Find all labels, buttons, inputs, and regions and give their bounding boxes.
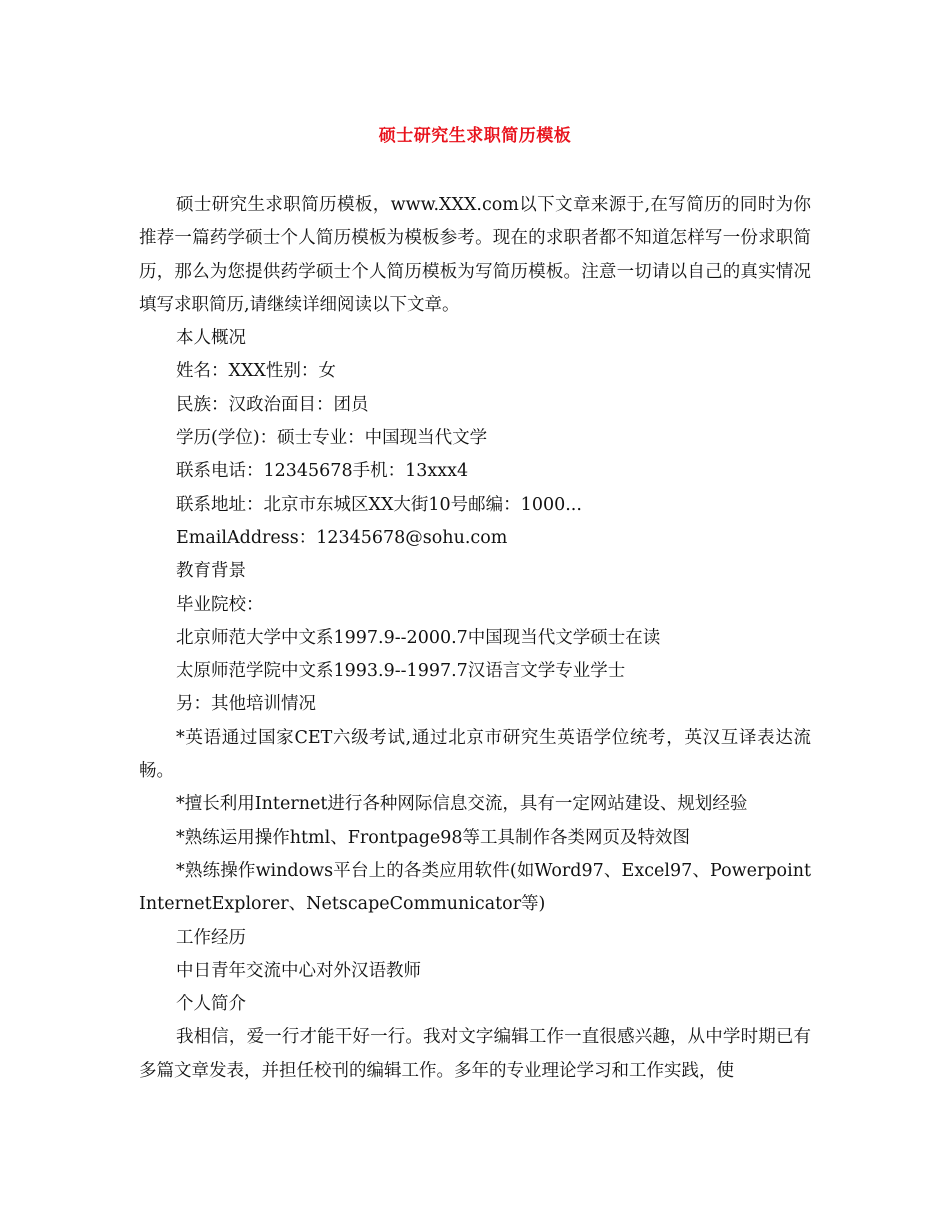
info-address: 联系地址：北京市东城区XX大街10号邮编：1000... xyxy=(176,494,582,515)
education-item: 太原师范学院中文系1993.9--1997.7汉语言文学专业学士 xyxy=(176,661,626,682)
paragraph-intro: 硕士研究生求职简历模板，www.XXX.com以下文章来源于,在写简历的同时为你推荐一篇药学硕士个人简历模板为模板参考。现在的求职者都不知道怎样写一份求职简历，那么为您提供药学硕士个人简历模板为写简历模板。注意一切请以自己的真实情况填写求职简历,请继续详细阅读以下文章。 xyxy=(139,195,811,315)
info-email: EmailAddress：12345678@sohu.com xyxy=(176,527,508,548)
document-title: 硕士研究生求职简历模板 xyxy=(378,126,572,146)
heading-work-experience: 工作经历 xyxy=(176,927,246,948)
document-body xyxy=(139,189,811,1088)
training-item: *熟练操作windows平台上的各类应用软件(如Word97、Excel97、Powerpoint InternetExplorer、NetscapeCommunicator等) xyxy=(139,860,811,915)
training-heading: 另：其他培训情况 xyxy=(176,694,316,715)
education-item: 北京师范大学中文系1997.9--2000.7中国现当代文学硕士在读 xyxy=(176,627,661,648)
work-item: 中日青年交流中心对外汉语教师 xyxy=(176,960,421,981)
info-ethnicity-politics: 民族：汉政治面目：团员 xyxy=(176,394,369,415)
heading-personal-info: 本人概况 xyxy=(176,328,246,349)
info-degree-major: 学历(学位)：硕士专业：中国现当代文学 xyxy=(176,428,488,449)
info-name-gender: 姓名：XXX性别：女 xyxy=(176,361,336,382)
info-phone: 联系电话：12345678手机：13xxx4 xyxy=(176,461,469,482)
profile-text: 我相信，爱一行才能干好一行。我对文字编辑工作一直很感兴趣，从中学时期已有多篇文章发表，并担任校刊的编辑工作。多年的专业理论学习和工作实践，使 xyxy=(139,1027,811,1081)
training-item: *熟练运用操作html、Frontpage98等工具制作各类网页及特效图 xyxy=(176,827,691,848)
education-label: 毕业院校： xyxy=(176,594,264,615)
heading-personal-profile: 个人简介 xyxy=(176,994,246,1015)
training-item: *擅长利用Internet进行各种网际信息交流，具有一定网站建设、规划经验 xyxy=(176,794,748,815)
heading-education: 教育背景 xyxy=(176,561,246,582)
training-item: *英语通过国家CET六级考试,通过北京市研究生英语学位统考，英汉互译表达流畅。 xyxy=(139,727,811,782)
